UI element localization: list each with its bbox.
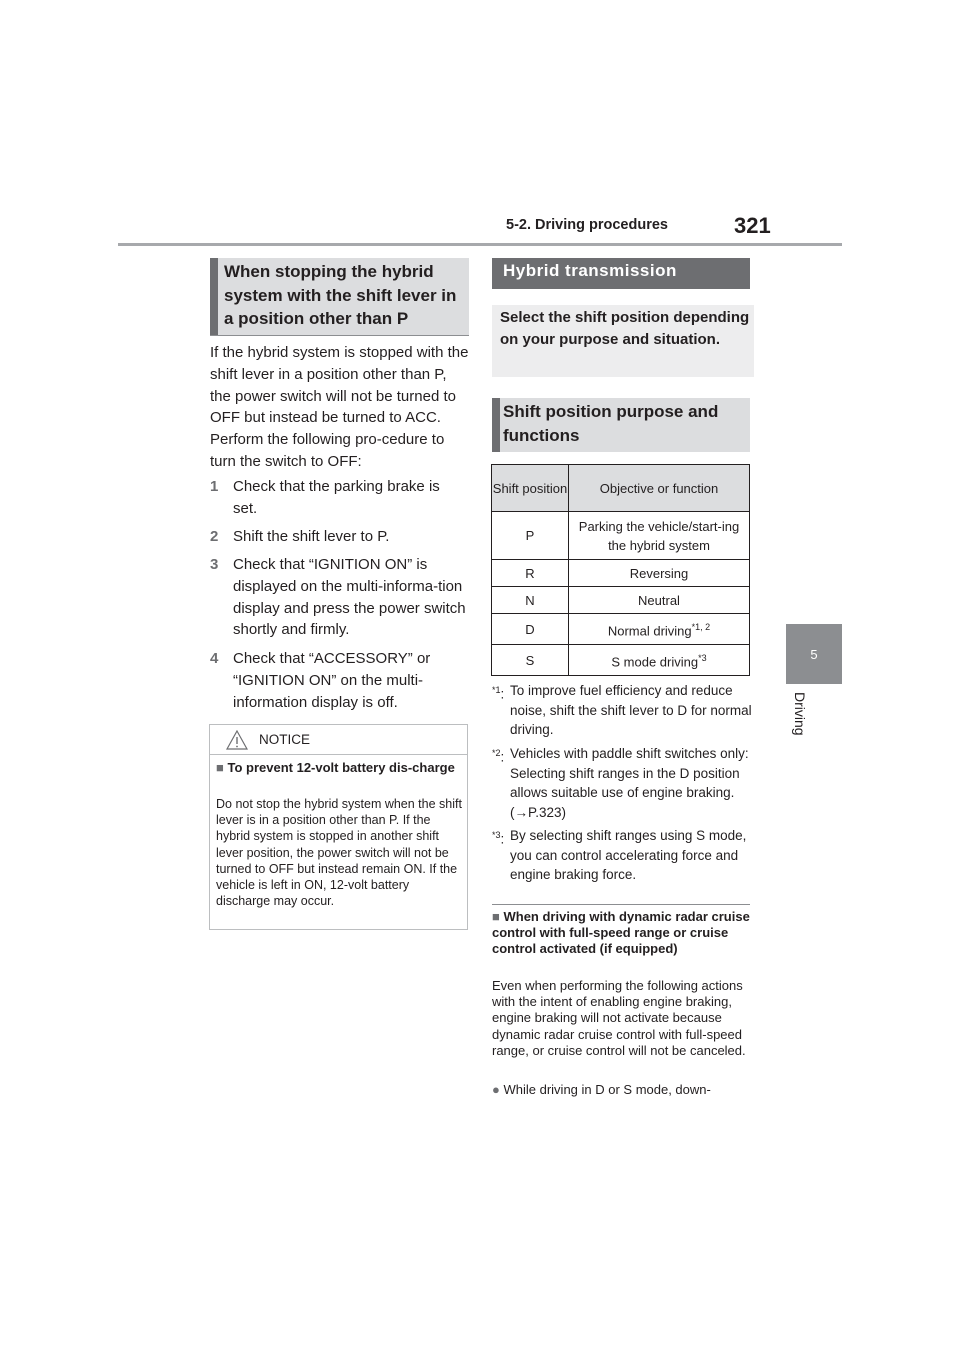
square-bullet-icon: ■ bbox=[492, 909, 500, 924]
function-cell: Parking the vehicle/start-ing the hybrid system bbox=[569, 512, 750, 560]
notice-subheading bbox=[216, 760, 456, 775]
footnote-ref: *1, 2 bbox=[691, 621, 711, 632]
column-header: Shift position bbox=[492, 465, 569, 512]
table-header-row bbox=[492, 465, 750, 512]
function-cell: Reversing bbox=[569, 560, 750, 587]
column-header: Objective or function bbox=[569, 465, 750, 512]
function-cell: Neutral bbox=[569, 587, 750, 614]
function-text: Normal driving bbox=[607, 623, 692, 639]
footnote-text: To improve fuel efficiency and reduce noise, shift the shift lever to D for normal driving. bbox=[510, 683, 752, 737]
section-title: 5-2. Driving procedures bbox=[506, 217, 668, 233]
function-cell bbox=[569, 645, 750, 676]
notice-subheading-text: To prevent 12-volt battery dis-charge bbox=[227, 760, 455, 775]
chapter-number: 5 bbox=[810, 646, 818, 662]
header-divider bbox=[118, 243, 842, 246]
footnote-mark: $^{*3}$: bbox=[492, 830, 505, 847]
radar-cruise-heading bbox=[492, 909, 752, 957]
step-text: Check that the parking brake is set. bbox=[233, 478, 440, 517]
shift-position-cell: P bbox=[492, 512, 569, 560]
step-text: Check that “ACCESSORY” or “IGNITION ON” on the multi-information display is off. bbox=[233, 650, 431, 711]
step-number: 3 bbox=[210, 556, 219, 573]
footnote bbox=[492, 681, 752, 740]
heading-underline bbox=[210, 335, 469, 336]
step-text: Shift the shift lever to P. bbox=[233, 528, 390, 545]
shift-position-heading: Shift position purpose and functions bbox=[492, 398, 750, 452]
step-number: 1 bbox=[210, 478, 219, 495]
procedure-step bbox=[210, 648, 468, 713]
table-row bbox=[492, 512, 750, 560]
footnote-text: Vehicles with paddle shift switches only: Selecting shift ranges in the D position allows suitable use of engine braking. (→P.323) bbox=[510, 746, 749, 820]
square-bullet-icon: ■ bbox=[216, 760, 224, 775]
step-text: Check that “IGNITION ON” is displayed on the multi-informa-tion display and press the power switch shortly and firmly. bbox=[233, 556, 466, 639]
shift-position-cell: D bbox=[492, 614, 569, 645]
chapter-tab bbox=[786, 624, 842, 684]
footnote-ref: *3 bbox=[698, 652, 707, 663]
stopping-heading: When stopping the hybrid system with the shift lever in a position other than P bbox=[210, 258, 469, 336]
procedure-step bbox=[210, 554, 468, 641]
function-text: S mode driving bbox=[611, 654, 699, 670]
notice-header bbox=[210, 725, 467, 755]
radar-cruise-body: Even when performing the following actions with the intent of enabling engine braking, engine braking will not activate because dynamic radar cruise control with full-speed range, or cruise control will not be canceled. bbox=[492, 978, 746, 1058]
page-number: 321 bbox=[734, 213, 771, 238]
step-number: 2 bbox=[210, 528, 219, 545]
list-item bbox=[492, 1082, 752, 1097]
table-row bbox=[492, 560, 750, 587]
shift-position-table bbox=[491, 464, 750, 676]
notice-title: NOTICE bbox=[259, 732, 311, 747]
stopping-paragraph: If the hybrid system is stopped with the shift lever in a position other than P, the power switch will not be turned to OFF but instead be turned to ACC. Perform the following pro-cedure to turn the switch to OFF: bbox=[210, 344, 469, 470]
function-cell bbox=[569, 614, 750, 645]
chapter-label: Driving bbox=[792, 692, 808, 736]
notice-body: Do not stop the hybrid system when the shift lever is in a position other than P. If the hybrid system is stopped in another shift lever position, the power switch will not be turned to OFF but instead remain ON. If the vehicle is left in ON, 12-volt battery discharge may occur. bbox=[216, 797, 462, 909]
footnote-mark: $^{*2}$: bbox=[492, 748, 505, 765]
footnote bbox=[492, 826, 752, 885]
procedure-step bbox=[210, 476, 468, 520]
procedure-step bbox=[210, 526, 468, 548]
shift-position-cell: N bbox=[492, 587, 569, 614]
footnote-text: By selecting shift ranges using S mode, you can control accelerating force and engine braking force. bbox=[510, 828, 747, 882]
footnote bbox=[492, 744, 752, 822]
step-number: 4 bbox=[210, 650, 219, 667]
shift-position-cell: S bbox=[492, 645, 569, 676]
hybrid-transmission-heading: Hybrid transmission bbox=[492, 258, 750, 289]
shift-position-cell: R bbox=[492, 560, 569, 587]
table-row bbox=[492, 645, 750, 676]
list-item-text: While driving in D or S mode, down- bbox=[503, 1082, 711, 1097]
table-row bbox=[492, 587, 750, 614]
section-divider bbox=[492, 904, 750, 905]
notice-box bbox=[209, 724, 468, 930]
footnote-mark: $^{*1}$: bbox=[492, 685, 505, 702]
intro-box: Select the shift position depending on your purpose and situation. bbox=[492, 305, 754, 377]
table-row bbox=[492, 614, 750, 645]
radar-cruise-heading-text: When driving with dynamic radar cruise control with full-speed range or cruise control activated (if equipped) bbox=[492, 909, 750, 956]
warning-triangle-icon bbox=[226, 730, 248, 750]
round-bullet-icon: ● bbox=[492, 1082, 500, 1097]
